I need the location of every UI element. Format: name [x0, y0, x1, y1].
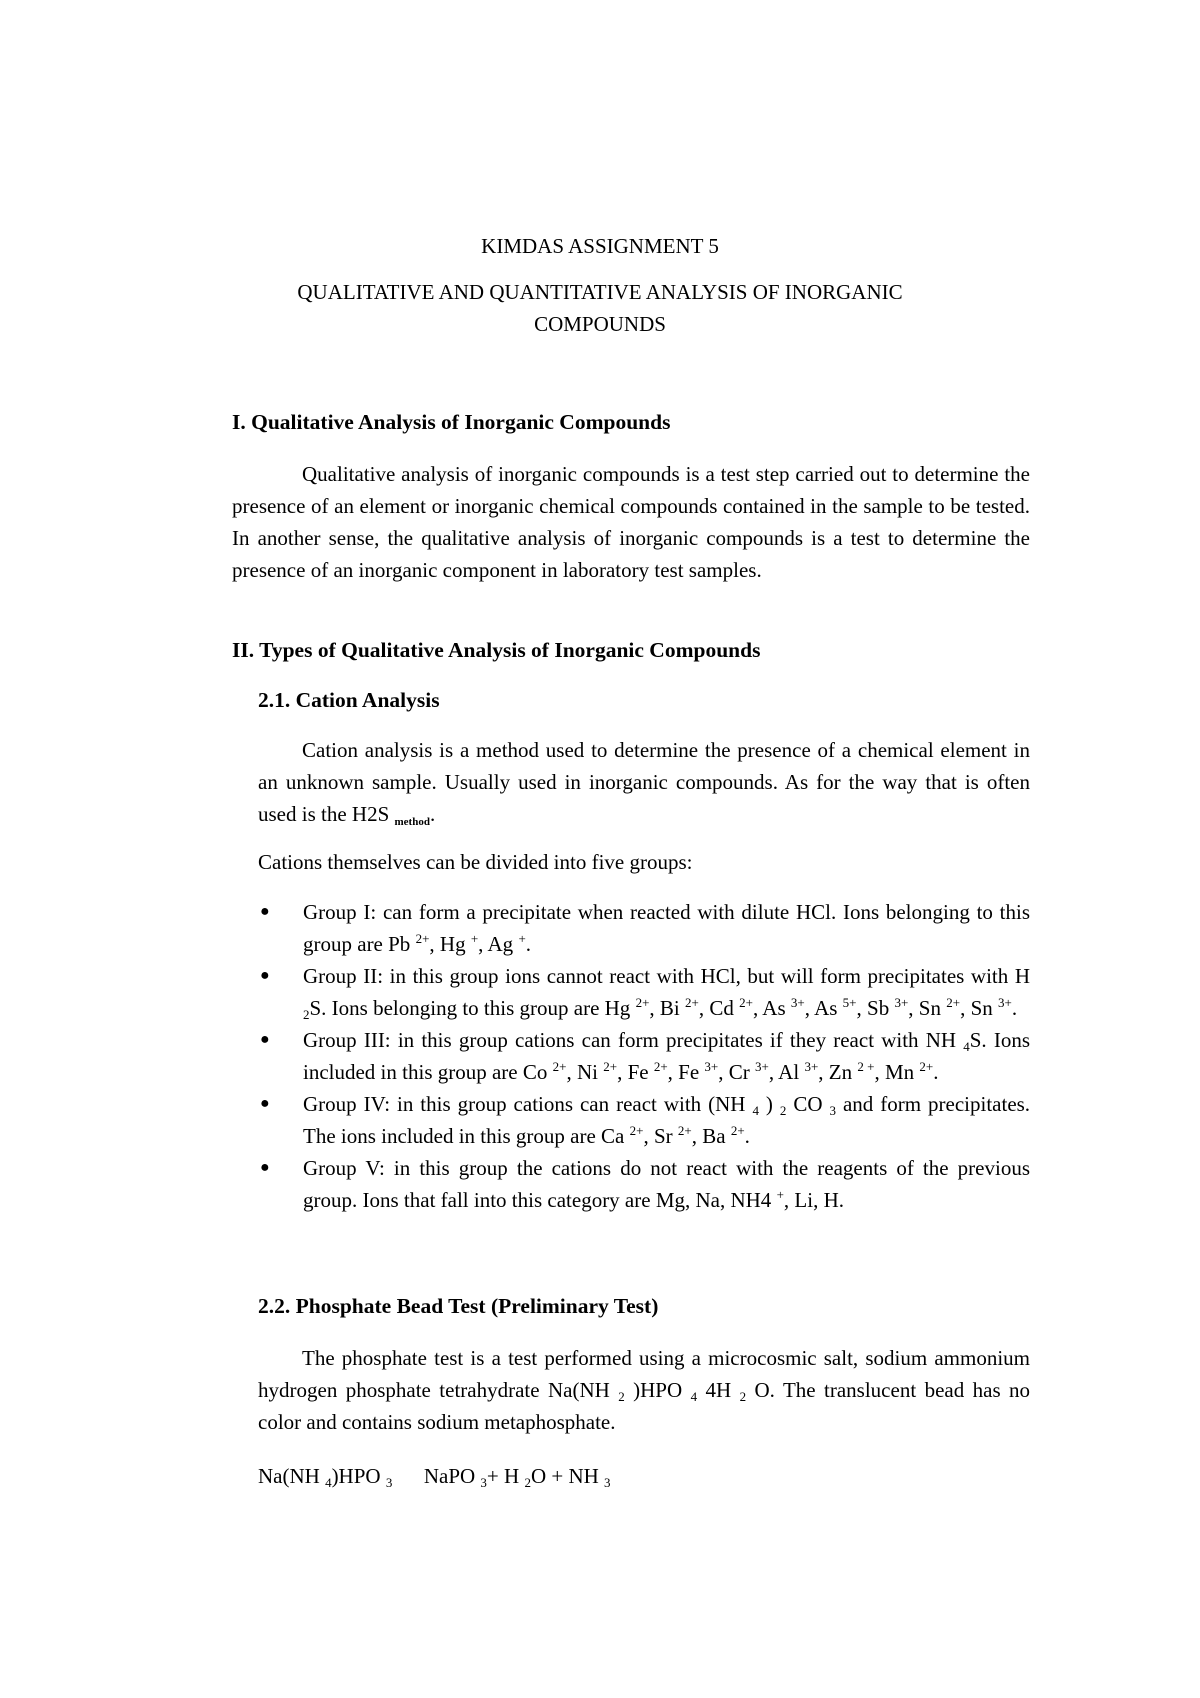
section-1-paragraph: Qualitative analysis of inorganic compounds is a test step carried out to determine the presence of an element or inorganic chemical compounds contained in the sample to be tested. In another sense, the qualitative analysis of inorganic compounds is a test to determine the presence of an inorganic component in laboratory test samples.	[232, 462, 1030, 582]
bullet-icon: ●	[260, 1031, 270, 1048]
section-1-heading: I. Qualitative Analysis of Inorganic Compounds	[232, 410, 671, 434]
list-item-group-1: ● Group I: can form a precipitate when reacted with dilute HCl. Ions belonging to this group are Pb $^{2+}$, Hg +, Ag +.	[258, 896, 1030, 960]
document-title: KIMDAS ASSIGNMENT 5	[481, 234, 719, 258]
bullet-icon: ●	[260, 967, 270, 984]
list-item-group-5: ● Group V: in this group the cations do not react with the reagents of the previous group. Ions that fall into this category are Mg, Na, NH4 +, Li, H.	[258, 1152, 1030, 1216]
bullet-icon: ●	[260, 1095, 270, 1112]
list-item-group-4: ● Group IV: in this group cations can react with (NH $_4$ ) $_2$ CO $_3$ and form precipitates. The ions included in this group are Ca $^{2+}$, Sr $^{2+}$, Ba $^{2+}$.	[258, 1088, 1030, 1152]
document-subtitle	[0, 276, 1200, 340]
subtitle-line-2: COMPOUNDS	[534, 312, 666, 336]
reaction-equation: Na(NH $_4$)HPO $_3$ NaPO $_3$+ H $_2$O + NH $_3$	[258, 1464, 611, 1490]
section-2-1-heading: 2.1. Cation Analysis	[258, 688, 440, 712]
bullet-icon: ●	[260, 1159, 270, 1176]
cation-groups-list	[258, 896, 1030, 1216]
phosphate-test-paragraph: The phosphate test is a test performed using a microcosmic salt, sodium ammonium hydrogen phosphate tetrahydrate Na(NH $_2$ )HPO $_4$ 4H $_2$ O. The translucent bead has no color and contains sodium metaphosphate.	[258, 1346, 1031, 1434]
section-2-2-heading: 2.2. Phosphate Bead Test (Preliminary Test)	[258, 1294, 659, 1318]
cation-analysis-paragraph: Cation analysis is a method used to determine the presence of a chemical element in an unknown sample. Usually used in inorganic compounds. As for the way that is often used is the H2S method.	[258, 738, 1030, 828]
list-item-group-2: ● Group II: in this group ions cannot react with HCl, but will form precipitates with H $_2$S. Ions belonging to this group are Hg $^{2+}$, Bi $^{2+}$, Cd $^{2+}$, As $^{3+}$, As $^{5+}$, Sb $^{3+}$, Sn $^{2+}$, Sn $^{3+}$.	[258, 960, 1030, 1024]
list-item-group-3: ● Group III: in this group cations can form precipitates if they react with NH $_4$S. Ions included in this group are Co $^{2+}$, Ni $^{2+}$, Fe $^{2+}$, Fe $^{3+}$, Cr $^{3+}$, Al $^{3+}$, Zn $^{2 +}$, Mn $^{2+}$.	[258, 1024, 1030, 1088]
section-2-heading: II. Types of Qualitative Analysis of Inorganic Compounds	[232, 638, 761, 662]
groups-intro: Cations themselves can be divided into five groups:	[258, 850, 693, 874]
subtitle-line-1: QUALITATIVE AND QUANTITATIVE ANALYSIS OF INORGANIC	[297, 280, 903, 304]
bullet-icon: ●	[260, 903, 270, 920]
